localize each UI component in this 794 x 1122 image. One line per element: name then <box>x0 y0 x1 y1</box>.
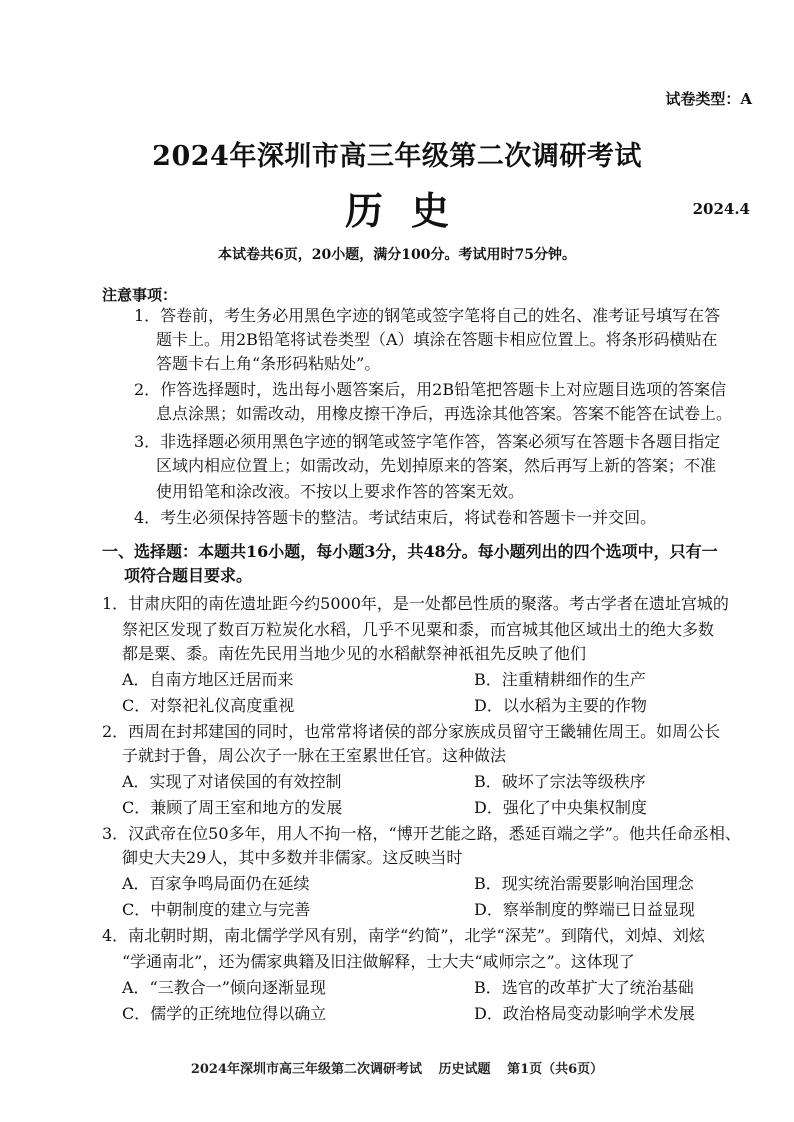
exam-info: 本试卷共6页，20小题，满分100分。考试用时75分钟。 <box>218 247 576 263</box>
footer-page-number: 第1页（共6页） <box>507 1062 604 1077</box>
question-2-option-c[interactable]: C．兼顾了周王室和地方的发展 <box>122 798 343 817</box>
question-3-option-a[interactable]: A．百家争鸣局面仍在延续 <box>122 874 310 893</box>
question-4-stem-line-1: 4．南北朝时期，南北儒学学风有别，南学“约简”，北学“深芜”。到隋代，刘焯、刘炫 <box>102 926 705 945</box>
page-footer <box>0 1058 794 1077</box>
question-3-option-d[interactable]: D．察举制度的弊端已日益显现 <box>474 900 695 919</box>
question-4-option-a[interactable]: A．“三教合一”倾向逐渐显现 <box>122 978 326 997</box>
question-2-option-a[interactable]: A．实现了对诸侯国的有效控制 <box>122 772 342 791</box>
notice-heading: 注意事项： <box>102 286 178 304</box>
question-1-option-b[interactable]: B．注重精耕细作的生产 <box>474 670 646 689</box>
notice-item-2-line-2: 息点涂黑；如需改动，用橡皮擦干净后，再选涂其他答案。答案不能答在试卷上。 <box>156 404 733 423</box>
exam-title: 2024年深圳市高三年级第二次调研考试 <box>152 141 642 172</box>
question-3-option-b[interactable]: B．现实统治需要影响治国理念 <box>474 874 694 893</box>
question-4-stem-line-2: “学通南北”，还为儒家典籍及旧注做解释，士大夫“咸师宗之”。这体现了 <box>122 952 635 971</box>
question-1-option-a[interactable]: A．自南方地区迁居而来 <box>122 670 294 689</box>
question-3-option-c[interactable]: C．中朝制度的建立与完善 <box>122 900 311 919</box>
question-3-stem-line-1: 3．汉武帝在位50多年，用人不拘一格，“博开艺能之路，悉延百端之学”。他共任命丞相、 <box>102 824 741 843</box>
notice-item-4-line-1: 4．考生必须保持答题卡的整洁。考试结束后，将试卷和答题卡一并交回。 <box>134 508 657 527</box>
notice-item-1-line-3: 答题卡右上角“条形码粘贴处”。 <box>156 354 381 373</box>
notice-item-3-line-2: 区域内相应位置上；如需改动，先划掉原来的答案，然后再写上新的答案；不准 <box>156 456 717 475</box>
section-heading-line-2: 项符合题目要求。 <box>124 566 253 585</box>
footer-exam-title: 2024年深圳市高三年级第二次调研考试 <box>190 1062 422 1077</box>
question-1-option-c[interactable]: C．对祭祀礼仪高度重视 <box>122 696 295 715</box>
notice-item-3-line-1: 3．非选择题必须用黑色字迹的钢笔或签字笔作答，答案必须写在答题卡各题目指定 <box>134 432 721 451</box>
subject-title: 历史 <box>344 188 477 233</box>
paper-type-label: 试卷类型：A <box>665 90 752 108</box>
question-3-stem-line-2: 御史大夫29人，其中多数并非儒家。这反映当时 <box>122 848 463 867</box>
question-2-stem-line-2: 子就封于鲁，周公次子一脉在王室累世任官。这种做法 <box>122 746 507 765</box>
section-heading-line-1: 一、选择题：本题共16小题，每小题3分，共48分。每小题列出的四个选项中，只有一 <box>102 542 718 561</box>
question-4-option-b[interactable]: B．选官的改革扩大了统治基础 <box>474 978 694 997</box>
question-4-option-d[interactable]: D．政治格局变动影响学术发展 <box>474 1004 695 1023</box>
question-2-stem-line-1: 2．西周在封邦建国的同时，也常常将诸侯的部分家族成员留守王畿辅佐周王。如周公长 <box>102 722 721 741</box>
footer-subject: 历史试题 <box>438 1062 491 1077</box>
question-1-stem-line-2: 祭祀区发现了数百万粒炭化水稻，几乎不见粟和黍，而宫城其他区域出土的绝大多数 <box>122 620 715 639</box>
question-1-option-d[interactable]: D．以水稻为主要的作物 <box>474 696 647 715</box>
notice-item-1-line-2: 题卡上。用2B铅笔将试卷类型（A）填涂在答题卡相应位置上。将条形码横贴在 <box>156 330 718 349</box>
notice-item-2-line-1: 2．作答选择题时，选出每小题答案后，用2B铅笔把答题卡上对应题目选项的答案信 <box>134 380 727 399</box>
question-4-option-c[interactable]: C．儒学的正统地位得以确立 <box>122 1004 327 1023</box>
question-2-option-d[interactable]: D．强化了中央集权制度 <box>474 798 647 817</box>
notice-item-3-line-3: 使用铅笔和涂改液。不按以上要求作答的答案无效。 <box>156 482 525 501</box>
question-1-stem-line-1: 1．甘肃庆阳的南佐遗址距今约5000年，是一处都邑性质的聚落。考古学者在遗址宫城的 <box>102 594 729 613</box>
question-1-stem-line-3: 都是粟、黍。南佐先民用当地少见的水稻献祭神祇祖先反映了他们 <box>122 644 587 663</box>
question-2-option-b[interactable]: B．破坏了宗法等级秩序 <box>474 772 646 791</box>
exam-date: 2024.4 <box>692 200 750 218</box>
notice-item-1-line-1: 1．答卷前，考生务必用黑色字迹的钢笔或签字笔将自己的姓名、准考证号填写在答 <box>134 306 721 325</box>
